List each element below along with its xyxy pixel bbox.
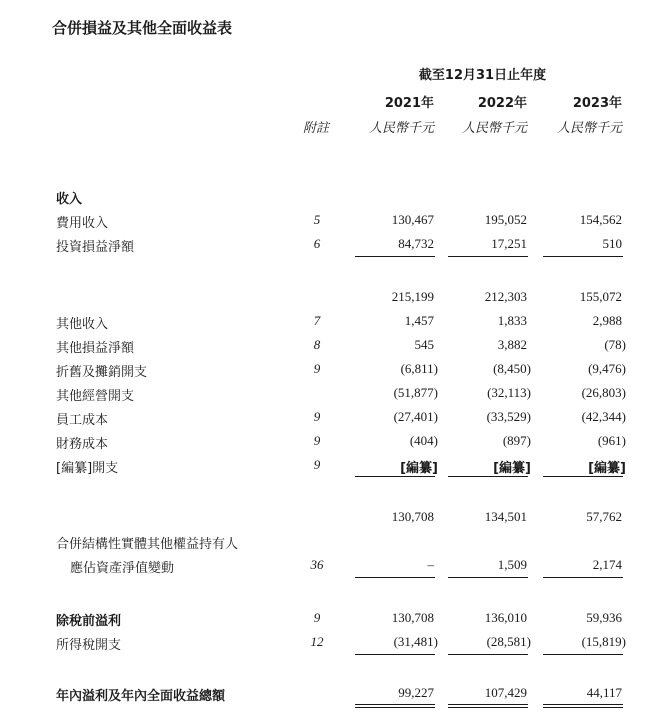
row-note-profit-before-tax: 9 (313, 610, 321, 625)
other-income-2022: 1,833 (497, 313, 527, 328)
double-underline-2021 (355, 704, 435, 708)
row-label-other-income: 其他收入 (56, 317, 109, 332)
underline-2021 (355, 654, 435, 655)
unit-2023: 人民幣千元 (556, 121, 622, 136)
period-header: 截至12月31日止年度 (418, 68, 547, 83)
row-label-fee-income: 費用收入 (56, 216, 109, 231)
subtotal1-2023: 155,072 (579, 289, 622, 304)
underline-2023 (543, 577, 623, 578)
other-opex-2022: (32,113) (487, 385, 531, 400)
subtotal1-2021: 215,199 (391, 289, 434, 304)
underline-2022 (448, 577, 528, 578)
consolidated-se-2022: 1,509 (497, 557, 527, 572)
other-opex-2021: (51,877) (393, 385, 438, 400)
row-note-finance-cost: 9 (313, 433, 321, 448)
underline-2021 (355, 256, 435, 257)
row-note-income-tax: 12 (310, 634, 324, 649)
finance-cost-2022: (897) (502, 433, 531, 448)
underline-2023 (543, 476, 623, 477)
depreciation-2023: (9,476) (588, 361, 626, 376)
redacted-expense-2023: [編纂] (588, 461, 626, 476)
year-2022-header: 2022年 (477, 96, 527, 111)
profit-before-tax-2022: 136,010 (484, 610, 527, 625)
other-opex-2023: (26,803) (581, 385, 626, 400)
row-note-other-gain: 8 (313, 337, 321, 352)
finance-cost-2021: (404) (409, 433, 438, 448)
subtotal2-2023: 57,762 (586, 509, 622, 524)
year-2023-header: 2023年 (572, 96, 622, 111)
row-label-total: 年內溢利及年內全面收益總額 (56, 689, 226, 704)
underline-2022 (448, 654, 528, 655)
total-2023: 44,117 (586, 685, 622, 700)
row-label-other-opex: 其他經營開支 (56, 389, 135, 404)
row-note-investment-gain: 6 (313, 236, 321, 251)
fee-income-2022: 195,052 (484, 212, 527, 227)
staff-cost-2021: (27,401) (393, 409, 438, 424)
row-note-depreciation: 9 (313, 361, 321, 376)
profit-before-tax-2021: 130,708 (391, 610, 434, 625)
income-tax-2023: (15,819) (581, 634, 626, 649)
row-note-other-income: 7 (313, 313, 321, 328)
investment-gain-2021: 84,732 (398, 236, 434, 251)
finance-cost-2023: (961) (597, 433, 626, 448)
row-label-finance-cost: 財務成本 (56, 437, 109, 452)
income-tax-2022: (28,581) (486, 634, 531, 649)
staff-cost-2023: (42,344) (581, 409, 626, 424)
profit-before-tax-2023: 59,936 (586, 610, 622, 625)
row-note-staff-cost: 9 (313, 409, 321, 424)
redacted-expense-2021: [編纂] (400, 461, 438, 476)
row-label-other-gain: 其他損益淨額 (56, 341, 135, 356)
row-label-profit-before-tax: 除稅前溢利 (56, 614, 122, 629)
underline-2023 (543, 654, 623, 655)
fee-income-2023: 154,562 (579, 212, 622, 227)
other-gain-2023: (78) (604, 337, 626, 352)
section-revenue: 收入 (56, 192, 83, 207)
depreciation-2021: (6,811) (400, 361, 438, 376)
row-note-fee-income: 5 (313, 212, 321, 227)
row-label-investment-gain: 投資損益淨額 (56, 240, 135, 255)
row-label-staff-cost: 員工成本 (56, 413, 109, 428)
page-title: 合併損益及其他全面收益表 (52, 19, 233, 37)
depreciation-2022: (8,450) (493, 361, 531, 376)
other-gain-2021: 545 (414, 337, 434, 352)
underline-2023 (543, 256, 623, 257)
total-2022: 107,429 (484, 685, 527, 700)
row-label-income-tax: 所得稅開支 (56, 638, 122, 653)
unit-2021: 人民幣千元 (368, 121, 434, 136)
row-label-depreciation: 折舊及攤銷開支 (56, 365, 148, 380)
subtotal2-2022: 134,501 (484, 509, 527, 524)
staff-cost-2022: (33,529) (486, 409, 531, 424)
other-income-2021: 1,457 (404, 313, 434, 328)
year-2021-header: 2021年 (384, 96, 434, 111)
subtotal2-2021: 130,708 (391, 509, 434, 524)
investment-gain-2023: 510 (602, 236, 622, 251)
underline-2022 (448, 476, 528, 477)
investment-gain-2022: 17,251 (491, 236, 527, 251)
income-tax-2021: (31,481) (393, 634, 438, 649)
row-label-consolidated-se-line2: 應佔資產淨值變動 (70, 561, 175, 576)
underline-2021 (355, 577, 435, 578)
total-2021: 99,227 (398, 685, 434, 700)
row-note-redacted-expense: 9 (313, 457, 321, 472)
unit-2022: 人民幣千元 (461, 121, 527, 136)
row-label-consolidated-se-line1: 合併結構性實體其他權益持有人 (56, 537, 239, 552)
row-note-consolidated-se: 36 (310, 557, 324, 572)
consolidated-se-2023: 2,174 (592, 557, 622, 572)
consolidated-se-2021: – (427, 557, 434, 572)
underline-2021 (355, 476, 435, 477)
other-gain-2022: 3,882 (497, 337, 527, 352)
subtotal1-2022: 212,303 (484, 289, 527, 304)
row-label-redacted-expense: [編纂]開支 (56, 461, 119, 476)
double-underline-2022 (448, 704, 528, 708)
redacted-expense-2022: [編纂] (493, 461, 531, 476)
note-column-header: 附註 (302, 121, 329, 136)
other-income-2023: 2,988 (592, 313, 622, 328)
fee-income-2021: 130,467 (391, 212, 434, 227)
double-underline-2023 (543, 704, 623, 708)
underline-2022 (448, 256, 528, 257)
